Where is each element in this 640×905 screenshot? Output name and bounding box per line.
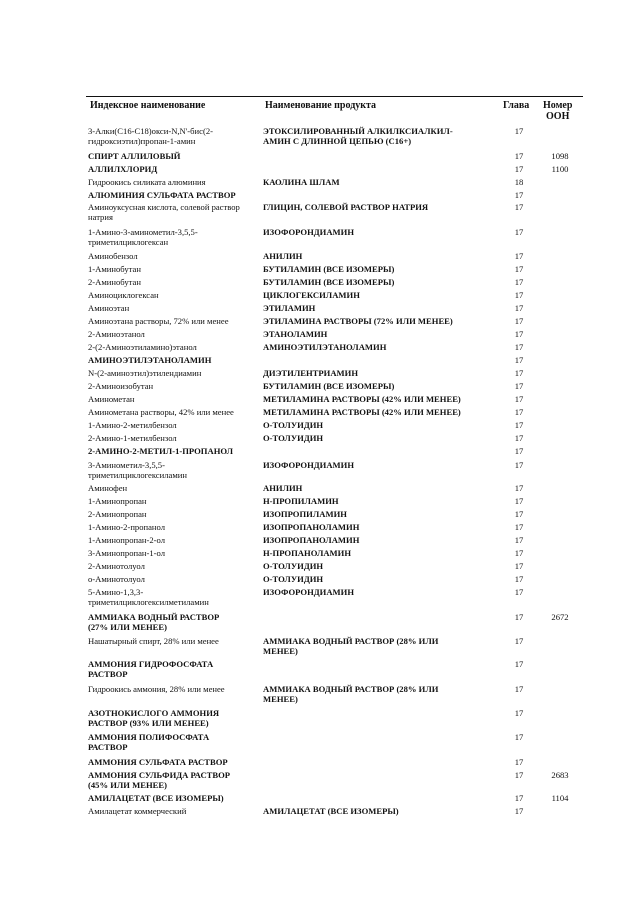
index-name-cell: 5-Амино-1,3,3- триметилциклогексилметиламин — [88, 587, 209, 607]
un-number-cell: 2672 — [551, 612, 569, 622]
chapter-cell: 17 — [514, 190, 524, 200]
chapter-cell: 17 — [514, 264, 524, 274]
product-name-cell: МЕТИЛАМИНА РАСТВОРЫ (42% ИЛИ МЕНЕЕ) — [263, 394, 461, 404]
chapter-cell: 17 — [514, 684, 524, 694]
index-name-cell: 1-Амино-3-аминометил-3,5,5- триметилциклогексан — [88, 227, 198, 247]
chapter-cell: 17 — [514, 316, 524, 326]
index-name-cell: Гидроокись силиката алюминия — [88, 177, 206, 187]
chapter-cell: 17 — [514, 126, 524, 136]
chapter-cell: 17 — [514, 290, 524, 300]
chapter-cell: 17 — [514, 770, 524, 780]
index-name-cell: 2-Аминоэтанол — [88, 329, 145, 339]
product-name-cell: МЕТИЛАМИНА РАСТВОРЫ (42% ИЛИ МЕНЕЕ) — [263, 407, 461, 417]
index-name-cell: Аминометана растворы, 42% или менее — [88, 407, 234, 417]
index-name-cell: 1-Аминобутан — [88, 264, 141, 274]
index-name-cell: Аминоэтан — [88, 303, 130, 313]
product-name-cell: ИЗОФОРОНДИАМИН — [263, 587, 355, 597]
chapter-cell: 17 — [514, 522, 524, 532]
product-name-cell: Н-ПРОПИЛАМИН — [263, 496, 339, 506]
index-name-cell: АЛЮМИНИЯ СУЛЬФАТА РАСТВОР — [88, 190, 236, 200]
chapter-cell: 17 — [514, 420, 524, 430]
product-name-cell: ЭТИЛАМИН — [263, 303, 316, 313]
product-name-cell: ЭТАНОЛАМИН — [263, 329, 328, 339]
product-name-cell: ИЗОПРОПИЛАМИН — [263, 509, 347, 519]
chapter-cell: 17 — [514, 561, 524, 571]
index-name-cell: 1-Аминопропан-2-ол — [88, 535, 165, 545]
chapter-cell: 17 — [514, 793, 524, 803]
index-name-cell: Аминобензол — [88, 251, 138, 261]
chapter-cell: 17 — [514, 806, 524, 816]
un-number-cell: 1098 — [551, 151, 569, 161]
index-name-cell: АМИНОЭТИЛЭТАНОЛАМИН — [88, 355, 212, 365]
product-name-cell: О-ТОЛУИДИН — [263, 574, 324, 584]
chapter-cell: 17 — [514, 460, 524, 470]
product-name-cell: АНИЛИН — [263, 483, 303, 493]
product-name-cell: О-ТОЛУИДИН — [263, 561, 324, 571]
chapter-cell: 17 — [514, 587, 524, 597]
index-name-cell: АММОНИЯ СУЛЬФАТА РАСТВОР — [88, 757, 228, 767]
index-name-cell: Аминоциклогексан — [88, 290, 159, 300]
chapter-cell: 17 — [514, 394, 524, 404]
index-name-cell: N-(2-аминоэтил)этилендиамин — [88, 368, 202, 378]
chapter-cell: 17 — [514, 496, 524, 506]
product-name-cell: ИЗОПРОПАНОЛАМИН — [263, 535, 360, 545]
index-name-cell: 3-Аминопропан-1-ол — [88, 548, 165, 558]
chapter-cell: 17 — [514, 202, 524, 212]
chapter-cell: 17 — [514, 407, 524, 417]
index-name-cell: АММОНИЯ СУЛЬФИДА РАСТВОР (45% ИЛИ МЕНЕЕ) — [88, 770, 231, 790]
product-name-cell: АММИАКА ВОДНЫЙ РАСТВОР (28% ИЛИ МЕНЕЕ) — [263, 636, 439, 656]
index-name-cell: АММИАКА ВОДНЫЙ РАСТВОР (27% ИЛИ МЕНЕЕ) — [88, 612, 220, 632]
chapter-cell: 17 — [514, 548, 524, 558]
chapter-cell: 17 — [514, 535, 524, 545]
un-number-cell: 2683 — [551, 770, 569, 780]
chapter-cell: 17 — [514, 368, 524, 378]
index-name-cell: 2-Аминобутан — [88, 277, 141, 287]
index-name-cell: 1-Амино-2-пропанол — [88, 522, 165, 532]
product-name-cell: БУТИЛАМИН (ВСЕ ИЗОМЕРЫ) — [263, 264, 395, 274]
product-name-cell: ИЗОФОРОНДИАМИН — [263, 227, 355, 237]
index-name-cell: 1-Амино-2-метилбензол — [88, 420, 177, 430]
chapter-cell: 17 — [514, 355, 524, 365]
header-product-name: Наименование продукта — [265, 100, 377, 111]
header-un-number: Номер ООН — [543, 100, 573, 122]
chapter-cell: 17 — [514, 329, 524, 339]
index-name-cell: 2-(2-Аминоэтиламино)этанол — [88, 342, 197, 352]
index-name-cell: о-Аминотолуол — [88, 574, 145, 584]
chapter-cell: 17 — [514, 277, 524, 287]
product-name-cell: О-ТОЛУИДИН — [263, 420, 324, 430]
chapter-cell: 17 — [514, 342, 524, 352]
product-name-cell: ЦИКЛОГЕКСИЛАМИН — [263, 290, 360, 300]
index-name-cell: 2-Аминотолуол — [88, 561, 145, 571]
chapter-cell: 17 — [514, 303, 524, 313]
product-name-cell: Н-ПРОПАНОЛАМИН — [263, 548, 352, 558]
index-name-cell: АМИЛАЦЕТАТ (ВСЕ ИЗОМЕРЫ) — [88, 793, 224, 803]
product-name-cell: ЭТОКСИЛИРОВАННЫЙ АЛКИЛКСИАЛКИЛ- АМИН С ДЛИННОЙ ЦЕПЬЮ (С16+) — [263, 126, 453, 146]
index-name-cell: 1-Аминопропан — [88, 496, 147, 506]
index-name-cell: Аминоуксусная кислота, солевой раствор натрия — [88, 202, 240, 222]
product-name-cell: АМИЛАЦЕТАТ (ВСЕ ИЗОМЕРЫ) — [263, 806, 399, 816]
index-name-cell: Аминоэтана растворы, 72% или менее — [88, 316, 229, 326]
index-name-cell: 3-Алки(С16-С18)окси-N,N'-бис(2- гидроксиэтил)пропан-1-амин — [88, 126, 213, 146]
product-name-cell: ИЗОФОРОНДИАМИН — [263, 460, 355, 470]
index-name-cell: 2-Аминоизобутан — [88, 381, 154, 391]
index-name-cell: СПИРТ АЛЛИЛОВЫЙ — [88, 151, 181, 161]
header-rule — [86, 96, 583, 97]
product-name-cell: КАОЛИНА ШЛАМ — [263, 177, 340, 187]
chapter-cell: 17 — [514, 151, 524, 161]
product-name-cell: АМИНОЭТИЛЭТАНОЛАМИН — [263, 342, 387, 352]
index-name-cell: 2-АМИНО-2-МЕТИЛ-1-ПРОПАНОЛ — [88, 446, 234, 456]
index-name-cell: Гидроокись аммония, 28% или менее — [88, 684, 225, 694]
chapter-cell: 17 — [514, 708, 524, 718]
chapter-cell: 18 — [514, 177, 524, 187]
index-name-cell: АЛЛИЛХЛОРИД — [88, 164, 158, 174]
index-name-cell: Аминофен — [88, 483, 128, 493]
chapter-cell: 17 — [514, 732, 524, 742]
index-name-cell: Амилацетат коммерческий — [88, 806, 187, 816]
product-name-cell: О-ТОЛУИДИН — [263, 433, 324, 443]
product-name-cell: АНИЛИН — [263, 251, 303, 261]
header-index-name: Индексное наименование — [90, 100, 206, 111]
chapter-cell: 17 — [514, 612, 524, 622]
index-name-cell: АЗОТНОКИСЛОГО АММОНИЯ РАСТВОР (93% ИЛИ МЕНЕЕ) — [88, 708, 220, 728]
header-chapter: Глава — [503, 100, 530, 111]
product-name-cell: ДИЭТИЛЕНТРИАМИН — [263, 368, 359, 378]
chapter-cell: 17 — [514, 757, 524, 767]
chapter-cell: 17 — [514, 381, 524, 391]
product-name-cell: АММИАКА ВОДНЫЙ РАСТВОР (28% ИЛИ МЕНЕЕ) — [263, 684, 439, 704]
index-name-cell: 3-Аминометил-3,5,5- триметилциклогексиламин — [88, 460, 187, 480]
chapter-cell: 17 — [514, 574, 524, 584]
product-name-cell: ЭТИЛАМИНА РАСТВОРЫ (72% ИЛИ МЕНЕЕ) — [263, 316, 453, 326]
index-name-cell: Нашатырный спирт, 28% или менее — [88, 636, 219, 646]
index-name-cell: Аминометан — [88, 394, 135, 404]
chapter-cell: 17 — [514, 446, 524, 456]
chapter-cell: 17 — [514, 164, 524, 174]
index-name-cell: 2-Аминопропан — [88, 509, 147, 519]
product-name-cell: БУТИЛАМИН (ВСЕ ИЗОМЕРЫ) — [263, 381, 395, 391]
product-name-cell: ИЗОПРОПАНОЛАМИН — [263, 522, 360, 532]
chapter-cell: 17 — [514, 659, 524, 669]
chapter-cell: 17 — [514, 636, 524, 646]
chapter-cell: 17 — [514, 433, 524, 443]
product-name-cell: ГЛИЦИН, СОЛЕВОЙ РАСТВОР НАТРИЯ — [263, 202, 429, 212]
un-number-cell: 1100 — [551, 164, 569, 174]
index-name-cell: АММОНИЯ ГИДРОФОСФАТА РАСТВОР — [88, 659, 214, 679]
un-number-cell: 1104 — [551, 793, 569, 803]
chapter-cell: 17 — [514, 509, 524, 519]
index-name-cell: АММОНИЯ ПОЛИФОСФАТА РАСТВОР — [88, 732, 210, 752]
chapter-cell: 17 — [514, 483, 524, 493]
index-name-cell: 2-Амино-1-метилбензол — [88, 433, 177, 443]
chapter-cell: 17 — [514, 227, 524, 237]
product-name-cell: БУТИЛАМИН (ВСЕ ИЗОМЕРЫ) — [263, 277, 395, 287]
chapter-cell: 17 — [514, 251, 524, 261]
